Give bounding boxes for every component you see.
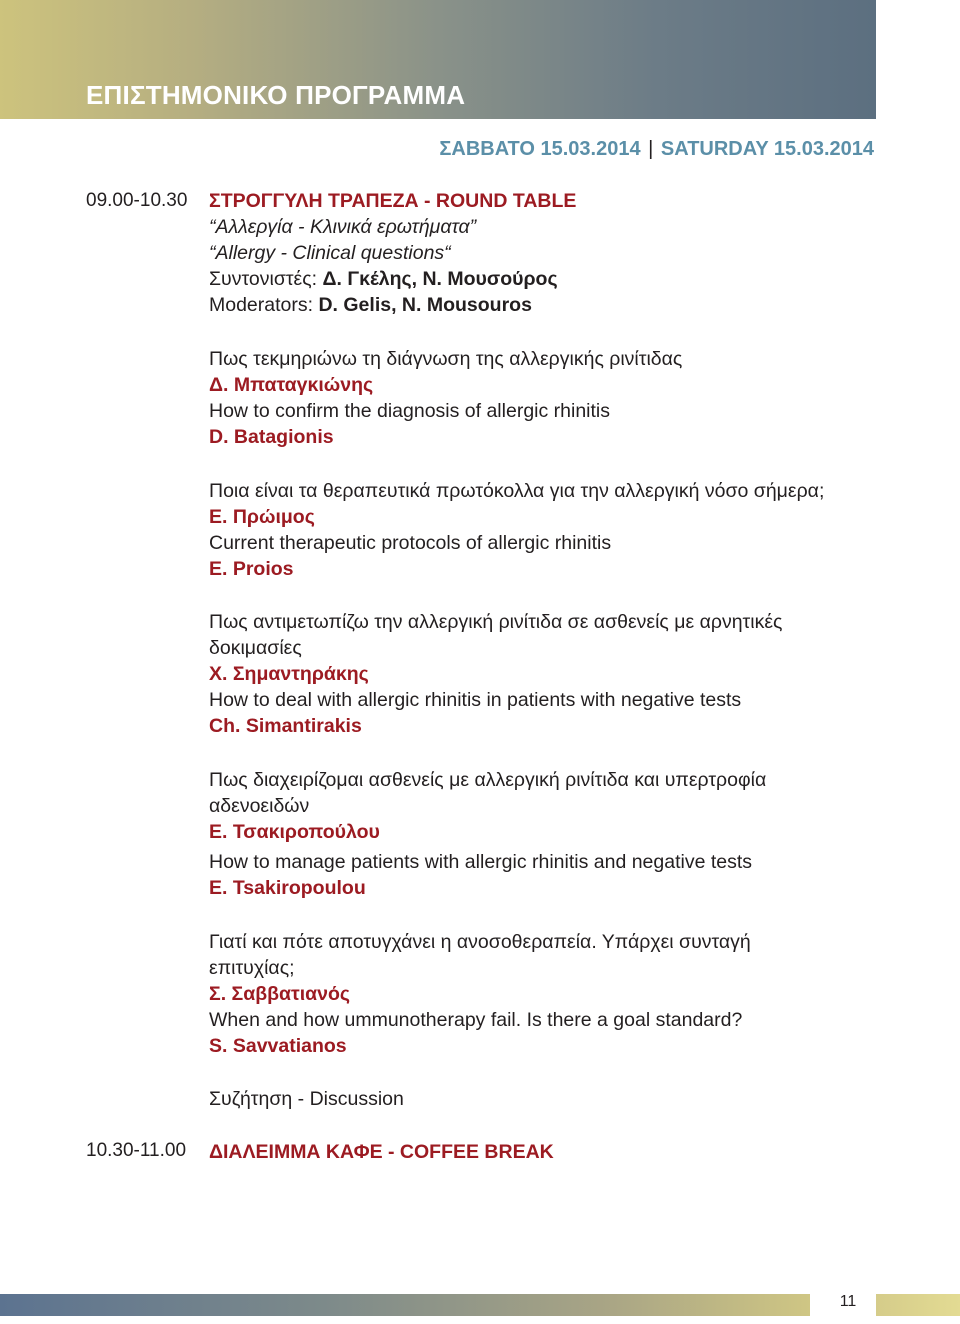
moderators-gr-label: Συντονιστές:: [209, 268, 323, 290]
talk-speaker-gr: Ε. Πρώιμος: [209, 506, 315, 528]
talk-speaker-en: E. Tsakiropoulou: [209, 877, 366, 899]
talk-title-en: How to manage patients with allergic rhinitis and negative tests: [209, 851, 753, 873]
discussion-label: Συζήτηση - Discussion: [209, 1088, 404, 1110]
date-greek: ΣΑΒΒΑΤΟ 15.03.2014: [439, 138, 641, 160]
session-header: [209, 188, 869, 318]
break-block: [209, 1139, 869, 1165]
talk-title-gr: Πως διαχειρίζομαι ασθενείς με αλλεργική ρινίτιδα και υπερτροφία αδενοειδών: [209, 769, 767, 817]
talk-speaker-en: S. Savvatianos: [209, 1035, 347, 1057]
talk-2: [209, 478, 869, 582]
talk-title-gr: Πως αντιμετωπίζω την αλλεργική ρινίτιδα σε ασθενείς με αρνητικές δοκιμασίες: [209, 611, 783, 659]
talk-title-gr: Πως τεκμηριώνω τη διάγνωση της αλλεργικής ρινίτιδας: [209, 348, 683, 370]
session-title: ΣΤΡΟΓΓΥΛΗ ΤΡΑΠΕΖΑ - ROUND TABLE: [209, 190, 577, 212]
break-time: 10.30-11.00: [86, 1140, 187, 1161]
session-subtitle-gr: “Αλλεργία - Κλινικά ερωτήματα”: [209, 216, 477, 238]
talk-speaker-en: Ch. Simantirakis: [209, 715, 362, 737]
talk-1: [209, 346, 869, 450]
session-subtitle-en: “Allergy - Clinical questions“: [209, 242, 451, 264]
talk-4: [209, 767, 869, 901]
footer-band-right: [876, 1294, 960, 1316]
break-title: ΔΙΑΛΕΙΜΜΑ ΚΑΦΕ - COFFEE BREAK: [209, 1141, 554, 1163]
talk-speaker-gr: Χ. Σημαντηράκης: [209, 663, 369, 685]
talk-3: [209, 609, 869, 739]
date-separator: |: [648, 138, 654, 160]
moderators-en-names: D. Gelis, N. Mousouros: [318, 294, 532, 316]
page-title: ΕΠΙΣΤΗΜΟΝΙΚΟ ΠΡΟΓΡΑΜΜΑ: [86, 80, 466, 110]
session-time: 09.00-10.30: [86, 190, 188, 211]
moderators-en: [209, 292, 869, 318]
talk-title-gr: Γιατί και πότε αποτυγχάνει η ανοσοθεραπεία. Υπάρχει συνταγή επιτυχίας;: [209, 931, 751, 979]
talk-5: [209, 929, 869, 1059]
talk-title-en: How to deal with allergic rhinitis in patients with negative tests: [209, 689, 742, 711]
talk-speaker-gr: Δ. Μπαταγκιώνης: [209, 374, 374, 396]
talk-title-gr: Ποια είναι τα θεραπευτικά πρωτόκολλα για την αλλεργική νόσο σήμερα;: [209, 480, 825, 502]
talk-title-en: When and how ummunotherapy fail. Is there a goal standard?: [209, 1009, 743, 1031]
date-line: [439, 138, 874, 161]
talk-title-en: Current therapeutic protocols of allergic rhinitis: [209, 532, 612, 554]
talk-speaker-en: D. Batagionis: [209, 426, 334, 448]
page-number: 11: [839, 1293, 857, 1310]
talk-speaker-gr: Ε. Τσακιροπούλου: [209, 821, 380, 843]
date-english: SATURDAY 15.03.2014: [660, 138, 874, 160]
talk-speaker-en: E. Proios: [209, 558, 294, 580]
talk-title-en: How to confirm the diagnosis of allergic rhinitis: [209, 400, 611, 422]
footer-band-left: [0, 1294, 810, 1316]
moderators-en-label: Moderators:: [209, 294, 319, 316]
discussion: [209, 1086, 869, 1112]
moderators-gr-names: Δ. Γκέλης, Ν. Μουσούρος: [322, 268, 558, 290]
talk-speaker-gr: Σ. Σαββατιανός: [209, 983, 351, 1005]
moderators-gr: [209, 266, 869, 292]
